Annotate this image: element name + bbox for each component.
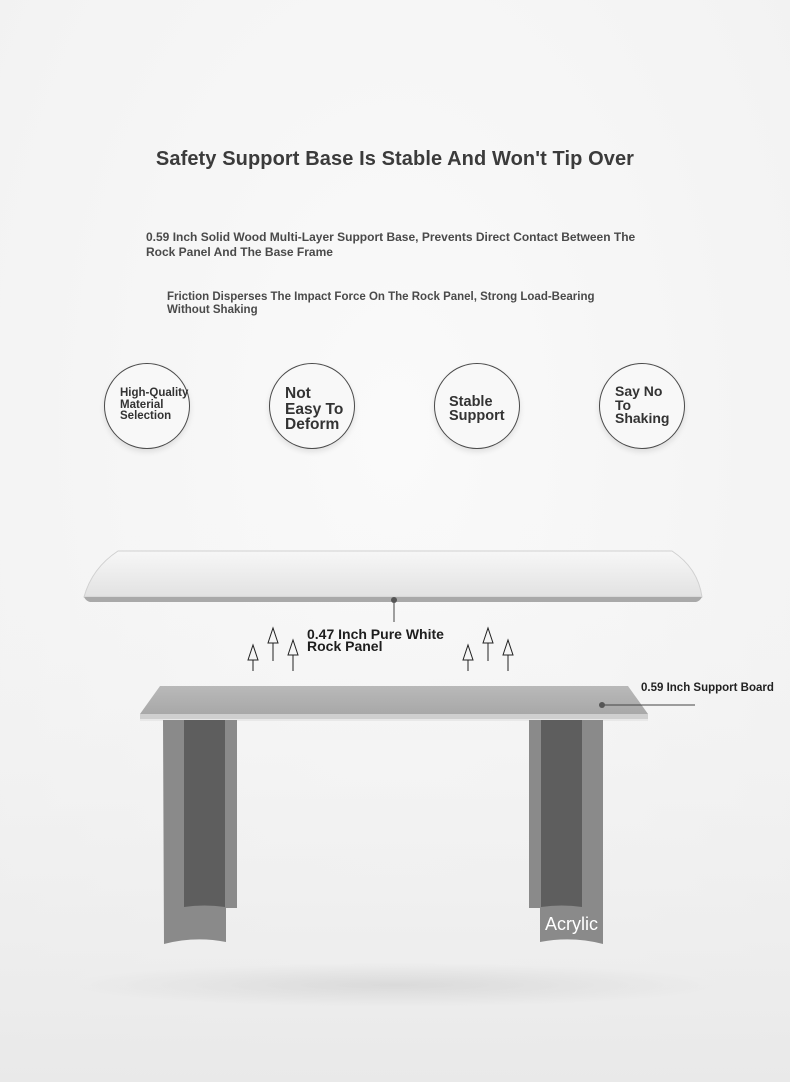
acrylic-label: Acrylic — [545, 914, 598, 934]
rock-panel-label-line1: 0.47 Inch Pure White — [307, 626, 444, 642]
left-acrylic-leg — [163, 720, 237, 944]
feature-description: Friction Disperses The Impact Force On The Rock Panel, Strong Load-Bearing Without Shaking — [167, 291, 595, 316]
page-title: Safety Support Base Is Stable And Won't Tip Over — [155, 148, 635, 170]
badge-label: Not Easy To Deform — [285, 385, 344, 433]
badge-label: Stable Support — [449, 394, 505, 424]
right-acrylic-leg — [529, 720, 603, 944]
rock-panel-label-line2: Rock Panel — [307, 638, 383, 654]
rock-panel-callout-dot — [391, 597, 397, 603]
badge-label: High-Quality Material Selection — [120, 387, 189, 422]
feature-subtitle: 0.59 Inch Solid Wood Multi-Layer Support Base, Prevents Direct Contact Between The Rock Panel And The Base Frame — [146, 230, 636, 259]
support-board-callout-dot — [599, 702, 605, 708]
support-board-label: 0.59 Inch Support Board — [641, 682, 774, 694]
support-board — [140, 686, 648, 721]
rock-panel — [84, 551, 702, 602]
table-shadow — [65, 963, 725, 1007]
badge-label: Say No To Shaking — [615, 383, 670, 426]
